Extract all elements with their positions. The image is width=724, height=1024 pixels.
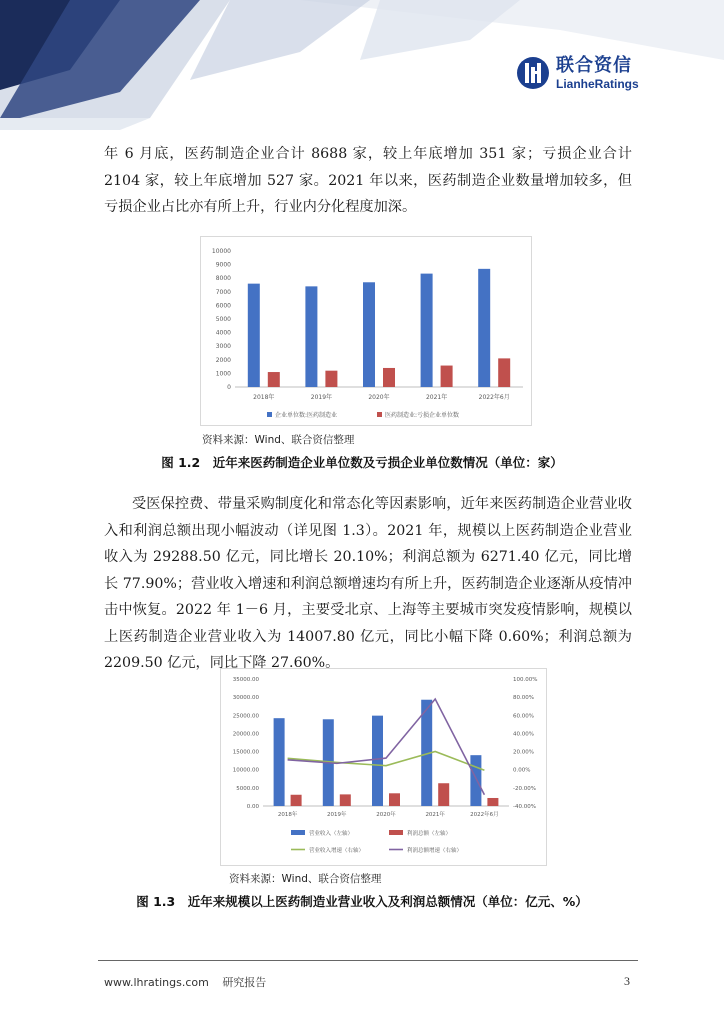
right-y-tick-label: 80.00% xyxy=(513,695,534,702)
footer-doc-type: 研究报告 xyxy=(222,976,267,989)
right-y-tick-label: 0.00% xyxy=(513,767,531,774)
x-tick-label: 2022年6月 xyxy=(470,812,499,818)
bar-enterprise-count xyxy=(305,286,317,387)
chart-enterprise-count xyxy=(200,236,532,426)
footer-info xyxy=(104,974,276,990)
bar-loss-count xyxy=(441,366,453,387)
bar-enterprise-count xyxy=(248,284,260,387)
x-tick-label: 2022年6月 xyxy=(478,394,510,401)
y-tick-label: 5000 xyxy=(215,316,231,323)
bar-profit xyxy=(291,795,302,806)
chart-revenue-profit xyxy=(220,668,547,866)
legend-label: 利润总额（左轴） xyxy=(407,831,452,837)
legend-swatch xyxy=(389,830,403,835)
figure-1-3-caption: 图 1.3 近年来规模以上医药制造业营业收入及利润总额情况（单位：亿元、%） xyxy=(136,894,588,909)
x-tick-label: 2019年 xyxy=(310,394,333,401)
line-revenue-growth xyxy=(288,751,485,770)
left-y-tick-label: 10000.00 xyxy=(232,767,259,774)
y-tick-label: 7000 xyxy=(215,288,231,296)
bar-profit xyxy=(340,794,351,806)
right-y-tick-label: -20.00% xyxy=(513,785,536,792)
x-tick-label: 2019年 xyxy=(327,812,347,818)
left-y-tick-label: 0.00 xyxy=(246,804,259,810)
paragraph-2: 受医保控费、带量采购制度化和常态化等因素影响，近年来医药制造企业营业收入和利润总额出现小幅波动（详见图 1.3）。2021 年，规模以上医药制造企业营业收入为 29288.50 亿元，同比增长 20.10%；利润总额为 6271.40 亿元，同比增长 77.90%；营业收入增速和利润总额增速均有所上升，医药制造企业逐渐从疫情冲击中恢复。2022 年 1－6 月，主要受北京、上海等主要城市突发疫情影响，规模以上医药制造企业营业收入为 14007.80 亿元，同比小幅下降 0.60%；利润总额为 2209.50 亿元，同比下降 27.60%。 xyxy=(104,496,632,671)
bar-revenue xyxy=(274,718,285,806)
left-y-tick-label: 35000.00 xyxy=(232,677,259,683)
bar-revenue xyxy=(470,755,481,806)
bar-enterprise-count xyxy=(421,274,433,387)
bar-enterprise-count xyxy=(363,282,375,387)
bar-revenue xyxy=(372,716,383,806)
paragraph-1: 年 6 月底，医药制造企业合计 8688 家，较上年底增加 351 家；亏损企业合计 2104 家，较上年底增加 527 家。2021 年以来，医药制造企业数量增加较多，但亏损企业占比亦有所上升，行业内分化程度加深。 xyxy=(104,146,632,215)
figure-1-2-source: 资料来源：Wind、联合资信整理 xyxy=(202,434,355,446)
page-number: 3 xyxy=(624,974,630,988)
right-y-tick-label: 40.00% xyxy=(513,731,534,738)
bar-loss-count xyxy=(383,368,395,387)
footer-divider xyxy=(98,960,638,961)
y-tick-label: 8000 xyxy=(215,275,231,283)
right-y-tick-label: -40.00% xyxy=(513,804,536,810)
footer-website[interactable]: www.lhratings.com xyxy=(104,976,209,989)
legend-label: 营业收入（左轴） xyxy=(309,831,354,837)
lianhe-logo-icon xyxy=(516,56,550,90)
bar-profit xyxy=(438,783,449,806)
y-tick-label: 9000 xyxy=(215,261,231,269)
x-tick-label: 2018年 xyxy=(277,812,298,818)
legend-label: 利润总额增速（右轴） xyxy=(407,848,463,854)
brand-logo xyxy=(516,56,639,90)
legend-swatch xyxy=(267,412,272,417)
y-tick-label: 1000 xyxy=(215,370,231,378)
bar-profit xyxy=(487,798,498,806)
figure-1-2-caption: 图 1.2 近年来医药制造企业单位数及亏损企业单位数情况（单位：家） xyxy=(161,455,563,470)
right-y-tick-label: 20.00% xyxy=(513,749,534,756)
figure-1-3-source: 资料来源：Wind、联合资信整理 xyxy=(229,873,382,885)
x-tick-label: 2021年 xyxy=(425,394,448,401)
legend-swatch xyxy=(377,412,382,417)
x-tick-label: 2020年 xyxy=(368,394,390,401)
legend-label: 医药制造业:亏损企业单位数 xyxy=(385,412,460,419)
left-y-tick-label: 5000.00 xyxy=(236,785,259,792)
right-y-tick-label: 100.00% xyxy=(513,677,538,683)
y-tick-label: 2000 xyxy=(215,356,231,364)
legend-swatch xyxy=(291,830,305,835)
y-tick-label: 10000 xyxy=(211,248,231,255)
y-tick-label: 4000 xyxy=(215,329,231,337)
brand-name-en: LianheRatings xyxy=(556,76,639,91)
legend-label: 营业收入增速（右轴） xyxy=(309,848,365,854)
left-y-tick-label: 20000.00 xyxy=(232,731,259,738)
y-tick-label: 0 xyxy=(227,384,231,391)
x-tick-label: 2018年 xyxy=(253,394,275,401)
bar-loss-count xyxy=(498,358,510,387)
line-profit-growth xyxy=(288,699,485,795)
x-tick-label: 2020年 xyxy=(376,812,396,818)
bar-profit xyxy=(389,793,400,806)
bar-enterprise-count xyxy=(478,269,490,387)
left-y-tick-label: 30000.00 xyxy=(232,695,259,702)
bar-loss-count xyxy=(268,372,280,387)
y-tick-label: 3000 xyxy=(215,343,231,351)
bar-loss-count xyxy=(325,371,337,387)
left-y-tick-label: 15000.00 xyxy=(232,749,259,756)
legend-label: 企业单位数:医药制造业 xyxy=(275,412,338,419)
right-y-tick-label: 60.00% xyxy=(513,713,534,720)
y-tick-label: 6000 xyxy=(215,302,231,310)
brand-name-cn: 联合资信 xyxy=(556,54,632,76)
x-tick-label: 2021年 xyxy=(425,812,445,818)
left-y-tick-label: 25000.00 xyxy=(232,713,259,720)
